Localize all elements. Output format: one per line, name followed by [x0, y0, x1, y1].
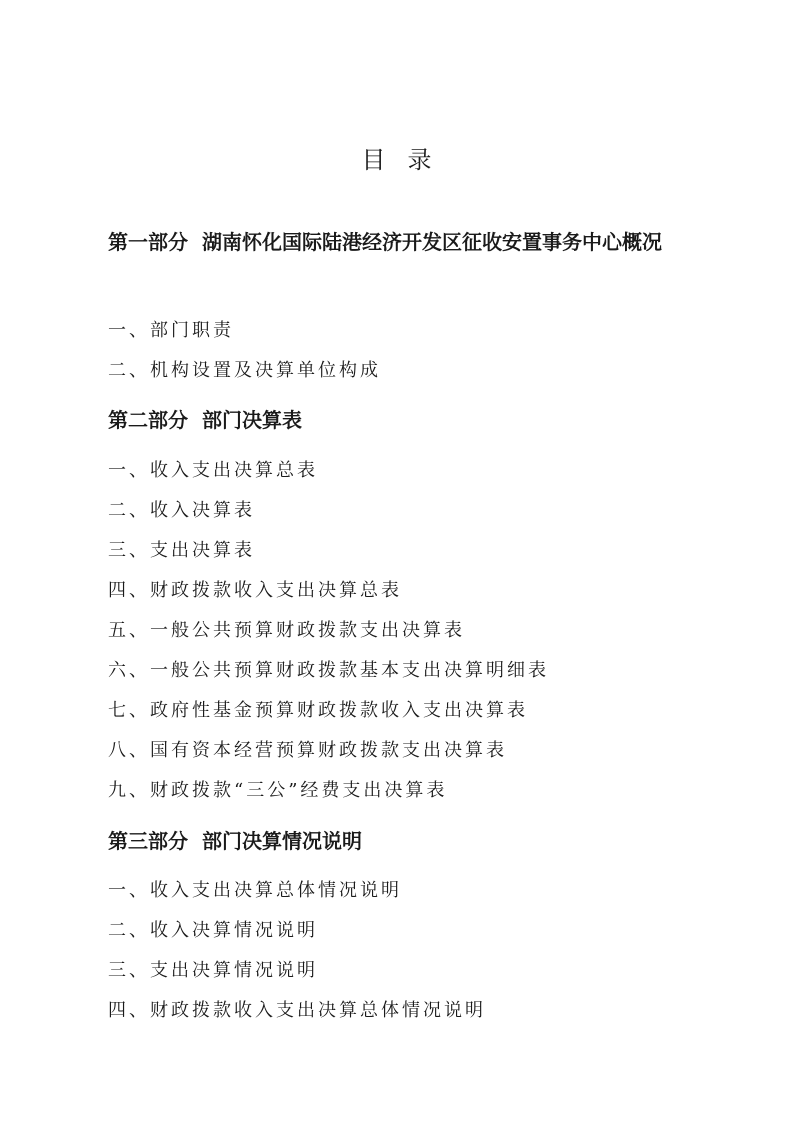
toc-item-part2-4[interactable]: 四、财政拨款收入支出决算总表	[108, 580, 402, 601]
toc-item-part2-7[interactable]: 七、政府性基金预算财政拨款收入支出决算表	[108, 700, 528, 721]
part2-title: 部门决算表	[202, 408, 302, 432]
toc-item-part2-9[interactable]: 九、财政拨款“三公”经费支出决算表	[108, 780, 448, 801]
page-title-char-1: 目	[361, 146, 386, 174]
toc-item-part1-1[interactable]: 一、部门职责	[108, 320, 234, 341]
part1-label: 第一部分	[108, 230, 188, 254]
toc-item-part3-4[interactable]: 四、财政拨款收入支出决算总体情况说明	[108, 1000, 486, 1021]
toc-item-part1-2[interactable]: 二、机构设置及决算单位构成	[108, 360, 381, 381]
part1-heading[interactable]	[108, 220, 688, 264]
toc-item-part3-3[interactable]: 三、支出决算情况说明	[108, 960, 318, 981]
toc-item-part2-5[interactable]: 五、一般公共预算财政拨款支出决算表	[108, 620, 465, 641]
part3-title: 部门决算情况说明	[202, 829, 362, 853]
toc-item-part2-2[interactable]: 二、收入决算表	[108, 500, 255, 521]
part2-heading[interactable]	[108, 408, 688, 432]
toc-item-part3-2[interactable]: 二、收入决算情况说明	[108, 920, 318, 941]
toc-item-part2-8[interactable]: 八、国有资本经营预算财政拨款支出决算表	[108, 740, 507, 761]
toc-item-part2-6[interactable]: 六、一般公共预算财政拨款基本支出决算明细表	[108, 660, 549, 681]
part3-heading[interactable]	[108, 829, 688, 853]
part3-label: 第三部分	[108, 829, 188, 853]
toc-item-part3-1[interactable]: 一、收入支出决算总体情况说明	[108, 880, 402, 901]
page-title	[0, 146, 793, 174]
page-title-char-2: 录	[407, 146, 432, 174]
toc-item-part2-1[interactable]: 一、收入支出决算总表	[108, 460, 318, 481]
toc-item-part2-3[interactable]: 三、支出决算表	[108, 540, 255, 561]
part2-label: 第二部分	[108, 408, 188, 432]
part1-title: 湖南怀化国际陆港经济开发区征收安置事务中心概况	[202, 230, 662, 254]
